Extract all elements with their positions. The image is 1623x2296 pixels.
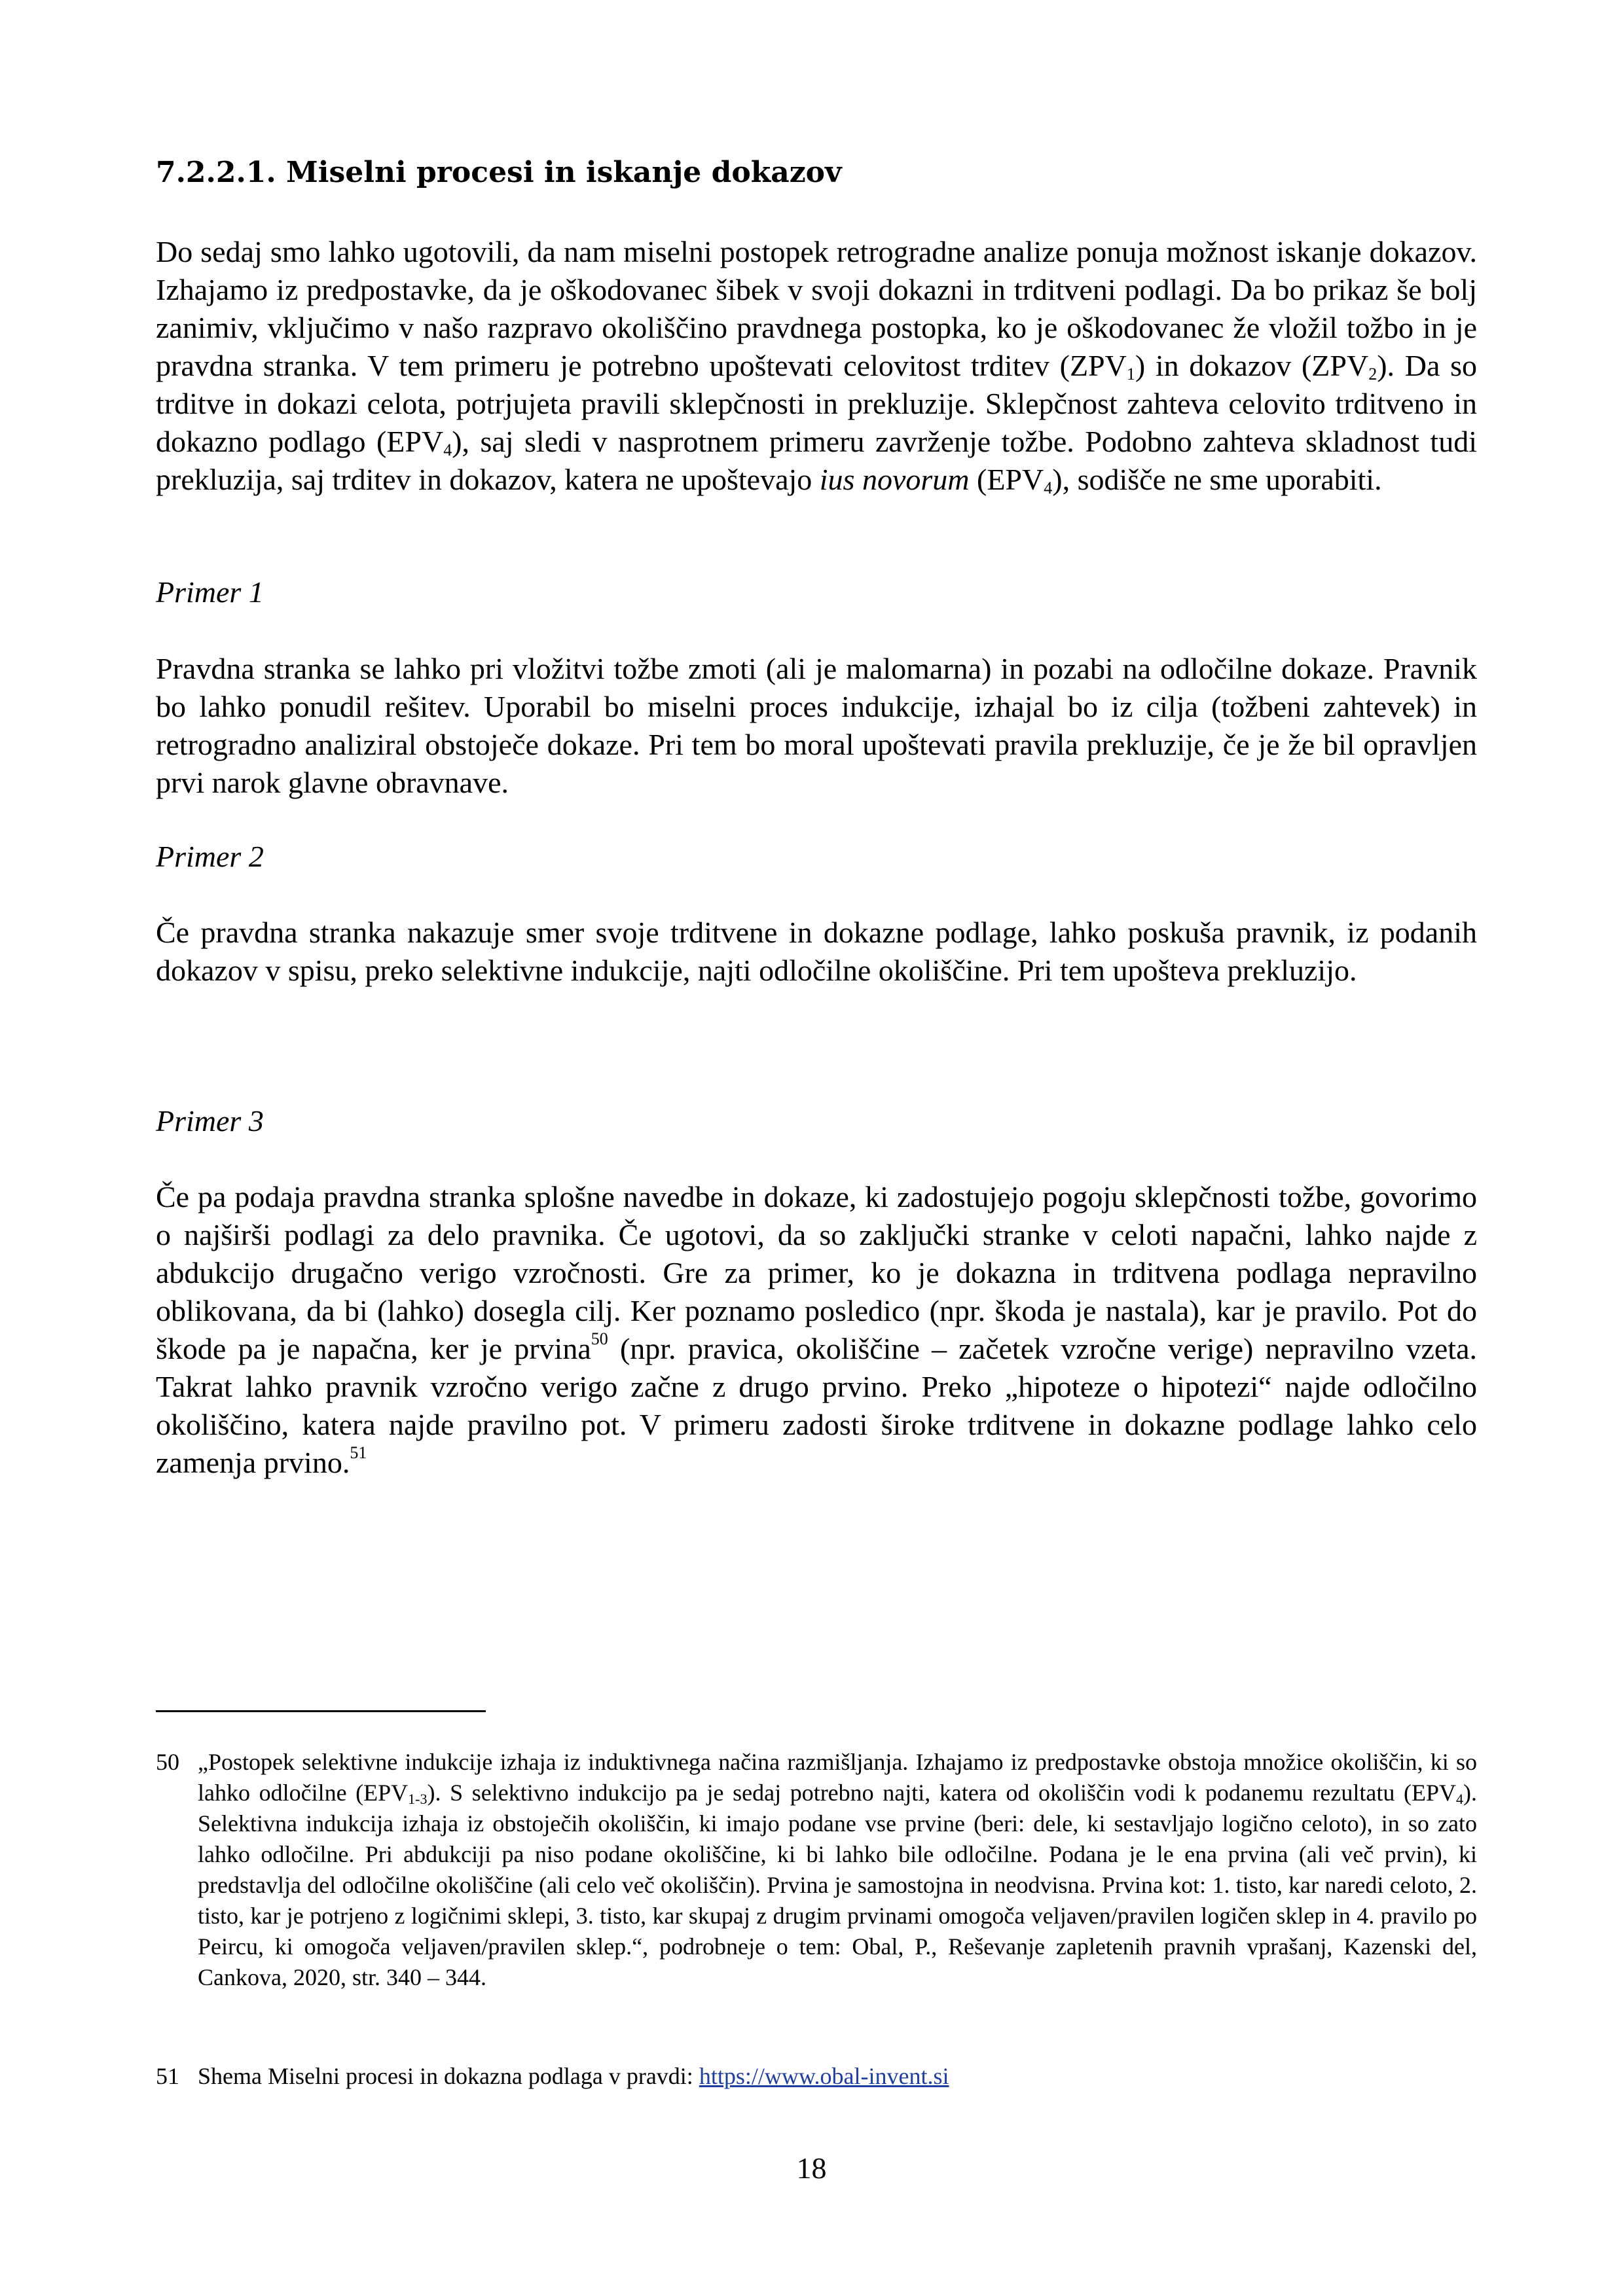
section-heading: 7.2.2.1. Miselni procesi in iskanje dokazov	[156, 156, 842, 189]
example-2-paragraph: Če pravdna stranka nakazuje smer svoje trditvene in dokazne podlage, lahko poskuša pravnik, iz podanih dokazov v spisu, preko selektivne indukcije, najti odločilne okoliščine. Pri tem upošteva prekluzijo.	[156, 916, 1477, 987]
footnote-51-text: Shema Miselni procesi in dokazna podlaga v pravdi: https://www.obal-invent.si	[198, 2063, 949, 2089]
footnote-50-text: „Postopek selektivne indukcije izhaja iz induktivnega načina razmišljanja. Izhajamo iz predpostavke obstoja množice okoliščin, ki so lahko odločilne $(EPV_{1-3})$. S selektivno indukcijo pa je sedaj potrebno najti, katera od okoliščin vodi k podanemu rezultatu $(EPV_4)$. Selektivna indukcija izhaja iz obstoječih okoliščin, ki imajo podane vse prvine (beri: dele, ki sestavljajo logično celoto), in so zato lahko odločilne. Pri abdukciji pa niso podane okoliščine, ki bi lahko bile odločilne. Podana je le ena prvina (ali več prvin), ki predstavlja del odločilne okoliščine (ali celo več okoliščin). Prvina je samostojna in neodvisna. Prvina kot: 1. tisto, kar naredi celoto, 2. tisto, kar je potrjeno z logičnimi sklepi, 3. tisto, kar skupaj z drugim prvinami omogoča veljaven/pravilen logičen sklep in 4. pravilo po Peircu, ki omogoča veljaven/pravilen sklep.“, podrobneje o tem: Obal, P., Reševanje zapletenih pravnih vprašanj, Kazenski del, Cankova, 2020, str. 340 – 344.	[198, 1749, 1477, 1990]
example-1-paragraph: Pravdna stranka se lahko pri vložitvi tožbe zmoti (ali je malomarna) in pozabi na odločilne dokaze. Pravnik bo lahko ponudil rešitev. Uporabil bo miselni proces indukcije, izhajal bo iz cilja (tožbeni zahtevek) in retrogradno analiziral obstoječe dokaze. Pri tem bo moral upoštevati pravila prekluzije, če je že bil opravljen prvi narok glavne obravnave.	[156, 652, 1477, 799]
example-3-paragraph: Če pa podaja pravdna stranka splošne navedbe in dokaze, ki zadostujejo pogoju sklepčnosti tožbe, govorimo o najširši podlagi za delo pravnika. Če ugotovi, da so zaključki stranke v celoti napačni, lahko najde z abdukcijo drugačno verigo vzročnosti. Gre za primer, ko je dokazna in trditvena podlaga nepravilno oblikovana, da bi (lahko) dosegla cilj. Ker poznamo posledico (npr. škoda je nastala), kar je pravilo. Pot do škode pa je napačna, ker je prvina$^{50}$ (npr. pravica, okoliščine – začetek vzročne verige) nepravilno vzeta. Takrat lahko pravnik vzročno verigo začne z drugo prvino. Preko „hipoteze o hipotezi“ najde odločilno okoliščino, katera najde pravilno pot. V primeru zadosti široke trditvene in dokazne podlage lahko celo zamenja prvino.$^{51}$	[156, 1180, 1477, 1479]
footnote-50-number: 50	[156, 1749, 179, 1775]
example-1-label: Primer 1	[156, 575, 264, 609]
footnote-51-number: 51	[156, 2063, 179, 2089]
intro-paragraph: Do sedaj smo lahko ugotovili, da nam miselni postopek retrogradne analize ponuja možnost iskanje dokazov. Izhajamo iz predpostavke, da je oškodovanec šibek v svoji dokazni in trditveni podlagi. Da bo prikaz še bolj zanimiv, vključimo v našo razpravo okoliščino pravdnega postopka, ko je oškodovanec že vložil tožbo in je pravdna stranka. V tem primeru je potrebno upoštevati celovitost trditev $(ZPV_1)$ in dokazov $(ZPV_2)$. Da so trditve in dokazi celota, potrjujeta pravili sklepčnosti in prekluzije. Sklepčnost zahteva celovito trditveno in dokazno podlago $(EPV_4)$, saj sledi v nasprotnem primeru zavrženje tožbe. Podobno zahteva skladnost tudi prekluzija, saj trditev in dokazov, katera ne upoštevajo ius novorum $(EPV_4)$, sodišče ne sme uporabiti.	[156, 235, 1478, 497]
footnote-separator	[156, 1710, 486, 1712]
footnote-ref-51[interactable]: 51	[350, 1443, 367, 1462]
obal-invent-link[interactable]: https://www.obal-invent.si	[699, 2063, 949, 2089]
footnote-ref-50[interactable]: 50	[591, 1329, 608, 1348]
example-3-label: Primer 3	[156, 1104, 264, 1138]
page-number: 18	[796, 2151, 827, 2185]
example-2-label: Primer 2	[156, 840, 264, 873]
